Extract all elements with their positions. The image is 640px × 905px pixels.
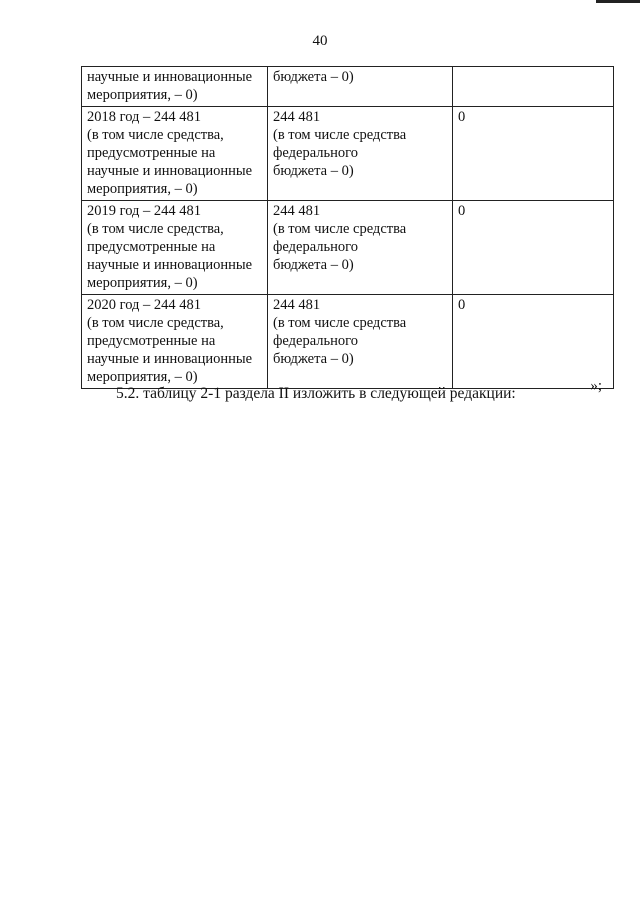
cell-text-line: научные и инновационные xyxy=(87,351,253,367)
table-cell-col1 xyxy=(82,107,268,201)
cell-text-line: 0 xyxy=(458,203,466,219)
cell-text-line: 244 481 xyxy=(273,297,321,313)
cell-text-line: федерального xyxy=(273,333,358,349)
cell-text-line: научные и инновационные xyxy=(87,69,253,85)
cell-text-line: 0 xyxy=(458,297,466,313)
cell-text-line: (в том числе средства xyxy=(273,221,407,237)
cell-text-line: бюджета – 0) xyxy=(273,163,354,179)
table-row xyxy=(82,201,614,295)
cell-text-line: (в том числе средства, xyxy=(87,315,224,331)
table-row xyxy=(82,67,614,107)
cell-text-line: предусмотренные на xyxy=(87,333,216,349)
cell-text-line: мероприятия, – 0) xyxy=(87,275,198,291)
cell-text-line: мероприятия, – 0) xyxy=(87,181,198,197)
cell-text-line: федерального xyxy=(273,239,358,255)
cell-text-line: 244 481 xyxy=(273,203,321,219)
cell-text-line: бюджета – 0) xyxy=(273,351,354,367)
instruction-paragraph: 5.2. таблицу 2-1 раздела II изложить в следующей редакции: xyxy=(116,385,516,402)
cell-text-line: научные и инновационные xyxy=(87,163,253,179)
cell-text-line: 2018 год – 244 481 xyxy=(87,109,202,125)
cell-text-line: 244 481 xyxy=(273,109,321,125)
closing-quote: »; xyxy=(590,378,602,394)
cell-text-line: 2020 год – 244 481 xyxy=(87,297,202,313)
table-cell-col2 xyxy=(268,295,453,389)
cell-text-line: мероприятия, – 0) xyxy=(87,87,198,103)
table-cell-col3 xyxy=(453,295,614,389)
table-cell-col2 xyxy=(268,107,453,201)
cell-text-line: (в том числе средства, xyxy=(87,127,224,143)
cell-text-line: бюджета – 0) xyxy=(273,69,354,85)
table-cell-col2 xyxy=(268,201,453,295)
cell-text-line: бюджета – 0) xyxy=(273,257,354,273)
cell-text-line: (в том числе средства xyxy=(273,315,407,331)
top-edge-mark xyxy=(596,0,640,3)
cell-text-line: 2019 год – 244 481 xyxy=(87,203,202,219)
cell-text-line: (в том числе средства xyxy=(273,127,407,143)
cell-text-line: мероприятия, – 0) xyxy=(87,369,198,385)
table-cell-col3 xyxy=(453,201,614,295)
cell-text-line: предусмотренные на xyxy=(87,239,216,255)
cell-text-line: предусмотренные на xyxy=(87,145,216,161)
table-cell-col3 xyxy=(453,67,614,107)
table-row xyxy=(82,107,614,201)
page-number: 40 xyxy=(312,33,328,49)
cell-text-line: 0 xyxy=(458,109,466,125)
table-row xyxy=(82,295,614,389)
table-cell-col2 xyxy=(268,67,453,107)
funding-table xyxy=(81,66,614,389)
table-cell-col1 xyxy=(82,67,268,107)
cell-text-line: федерального xyxy=(273,145,358,161)
cell-text-line: (в том числе средства, xyxy=(87,221,224,237)
table-cell-col3 xyxy=(453,107,614,201)
table-cell-col1 xyxy=(82,201,268,295)
cell-text-line: научные и инновационные xyxy=(87,257,253,273)
table-cell-col1 xyxy=(82,295,268,389)
